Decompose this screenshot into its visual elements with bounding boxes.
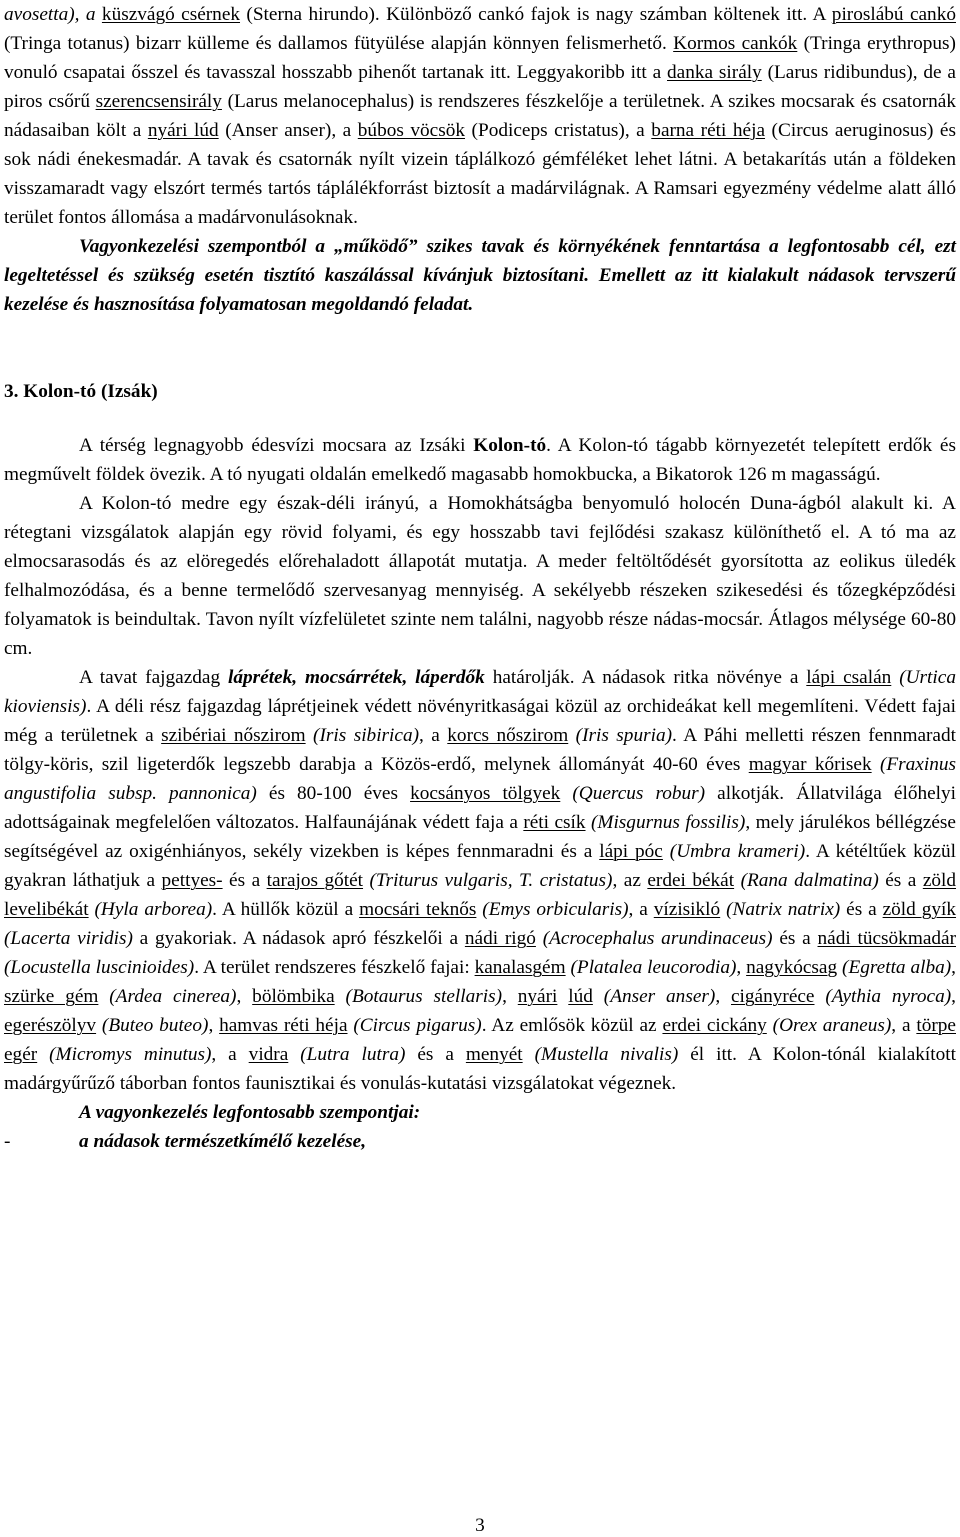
species-link[interactable]: kocsányos tölgyek	[410, 783, 561, 804]
species-link[interactable]: nádi tücsökmadár	[817, 928, 956, 949]
species-link[interactable]: vízisikló	[653, 899, 721, 920]
paragraph-birds: avosetta), a küszvágó csérnek (Sterna hirundo). Különböző cankó fajok is nagy számban költenek itt. A piroslábú cankó (Tringa totanus) bizarr külleme és dallamos fütyülése alapján könnyen felismerhető. Kormos cankók (Tringa erythropus) vonuló csapatai ősszel és tavasszal hosszabb pihenőt tartanak itt. Leggyakoribb itt a danka sirály (Larus ridibundus), de a piros csőrű szerencsensirály (Larus melanocephalus) is rendszeres fészkelője a területnek. A szikes mocsarak és csatornák nádasaiban költ a nyári lúd (Anser anser), a búbos vöcsök (Podiceps cristatus), a barna réti héja (Circus aeruginosus) és sok nádi énekesmadár. A tavak és csatornák nyílt vizein táplálkozó gémféléket lehet látni. A betakarítás után a földeken visszamaradt vagy elszórt termés tartós táplálékforrást biztosít a madárvilágnak. A Ramsari egyezmény védelme alatt álló terület fontos állomása a madárvonulásoknak.	[4, 4, 956, 228]
paragraph-intro: A térség legnagyobb édesvízi mocsara az Izsáki Kolon-tó. A Kolon-tó tágabb környezetét telepített erdők és megművelt földek övezik. A tó nyugati oldalán emelkedő magasabb homokbucka, a Bikatorok 126 m magasságú.	[4, 435, 956, 485]
species-link[interactable]: mocsári teknős	[359, 899, 477, 920]
species-link[interactable]: menyét	[465, 1044, 523, 1065]
spacer	[4, 319, 956, 377]
paragraph-management-goal: Vagyonkezelési szempontból a „működő” szikes tavak és környékének fenntartása a legfontosabb cél, ezt legeltetéssel és szükség esetén tisztító kaszálással kívánjuk biztosítani. Emellett az itt kialakult nádasok tervszerű kezelése és hasznosítása folyamatosan megoldandó feladat.	[4, 236, 956, 315]
species-link[interactable]: erdei békát	[647, 870, 735, 891]
species-link[interactable]: danka sirály	[667, 62, 762, 83]
species-link[interactable]: búbos vöcsök	[357, 120, 466, 141]
list-bullet: -	[4, 1131, 11, 1152]
spacer	[4, 406, 956, 431]
species-link[interactable]: nagykócsag	[746, 957, 838, 978]
species-link[interactable]: kanalasgém	[474, 957, 566, 978]
species-link[interactable]: tarajos gőtét	[266, 870, 364, 891]
species-link[interactable]: Kormos cankók	[673, 33, 798, 54]
species-link[interactable]: szerencsensirály	[95, 91, 222, 112]
species-link[interactable]: nádi rigó	[464, 928, 536, 949]
subheading-priorities: A vagyonkezelés legfontosabb szempontjai:	[79, 1102, 421, 1123]
species-link[interactable]: bölömbika	[252, 986, 335, 1007]
paragraph-flora-fauna: A tavat fajgazdag láprétek, mocsárrétek, láperdők határolják. A nádasok ritka növénye a lápi csalán (Urtica kioviensis). A déli rész fajgazdag láprétjeinek védett növényritkaságai közül az orchideákat kell megemlíteni. Védett fajai még a területnek a szibériai nőszirom (Iris sibirica), a korcs nőszirom (Iris spuria). A Páhi melletti részen fennmaradt tölgy-köris, szil ligeterdők legszebb darabja a Közös-erdő, melynek állományát 40-60 éves magyar kőrisek (Fraxinus angustifolia subsp. pannonica) és 80-100 éves kocsányos tölgyek (Quercus robur) alkotják. Állatvilága élőhelyi adottságainak megfelelően változatos. Halfaunájának védett faja a réti csík (Misgurnus fossilis), mely járulékos béllégzése segítségével az oxigénhiányos, sekély vizekben is képes fennmaradni és a lápi póc (Umbra krameri). A kétéltűek közül gyakran láthatjuk a pettyes- és a tarajos gőtét (Triturus vulgaris, T. cristatus), az erdei békát (Rana dalmatina) és a zöld levelibékát (Hyla arborea). A hüllők közül a mocsári teknős (Emys orbicularis), a vízisikló (Natrix natrix) és a zöld gyík (Lacerta viridis) a gyakoriak. A nádasok apró fészkelői a nádi rigó (Acrocephalus arundinaceus) és a nádi tücsökmadár (Locustella luscinioides). A terület rendszeres fészkelő fajai: kanalasgém (Platalea leucorodia), nagykócsag (Egretta alba), szürke gém (Ardea cinerea), bölömbika (Botaurus stellaris), nyári lúd (Anser anser), cigányréce (Aythia nyroca), egerészölyv (Buteo buteo), hamvas réti héja (Circus pigarus). Az emlősök közül az erdei cickány (Orex araneus), a törpe egér (Micromys minutus), a vidra (Lutra lutra) és a menyét (Mustella nivalis) él itt. A Kolon-tónál kialakított madárgyűrűző táborban fontos faunisztikai és vonulás-kutatási vizsgálatokat végeznek.	[4, 667, 957, 1094]
species-link[interactable]: zöld levelibékát	[4, 870, 957, 920]
species-link[interactable]: nyári	[517, 986, 558, 1007]
page-number: 3	[475, 1515, 485, 1536]
document-page	[4, 0, 956, 1156]
species-link[interactable]: cigányréce	[731, 986, 815, 1007]
species-link[interactable]: küszvágó csérnek	[101, 4, 241, 25]
species-link[interactable]: nyári lúd	[147, 120, 219, 141]
species-link[interactable]: szibériai nőszirom	[161, 725, 306, 746]
list-item	[4, 1127, 956, 1156]
section-heading: 3. Kolon-tó (Izsák)	[4, 381, 158, 402]
species-link[interactable]: lápi csalán	[806, 667, 892, 688]
species-link[interactable]: vidra	[248, 1044, 289, 1065]
species-link[interactable]: törpe egér	[4, 1015, 956, 1065]
species-link[interactable]: magyar kőrisek	[748, 754, 872, 775]
species-link[interactable]: piroslábú cankó	[831, 4, 956, 25]
species-link[interactable]: hamvas réti héja	[219, 1015, 348, 1036]
paragraph-geology: A Kolon-tó medre egy észak-déli irányú, a Homokhátságba benyomuló holocén Duna-ágból alakult ki. A rétegtani vizsgálatok alapján egy rövid folyami, és egy hosszabb tavi fejlődési szakasz különíthető el. A tó ma az elmocsarasodás és az elöregedés előrehaladott állapotát mutatja. A meder feltöltődését gyorsította az eolikus üledék felhalmozódása, és a benne termelődő szervesanyag mennyiség. A sekélyebb részeken szikesedési és tőzegképződési folyamatok is beindultak. Tavon nyílt vízfelületet szinte nem találni, nagyobb része nádas-mocsár. Átlagos mélysége 60-80 cm.	[4, 493, 956, 659]
species-link[interactable]: pettyes-	[161, 870, 223, 891]
species-link[interactable]: lápi póc	[599, 841, 663, 862]
species-link[interactable]: egerészölyv	[4, 1015, 97, 1036]
species-link[interactable]: korcs nőszirom	[447, 725, 569, 746]
species-link[interactable]: szürke gém	[4, 986, 99, 1007]
list-item-text: a nádasok természetkímélő kezelése,	[79, 1131, 367, 1152]
species-link[interactable]: réti csík	[523, 812, 586, 833]
species-link[interactable]: erdei cickány	[662, 1015, 767, 1036]
species-link[interactable]: lúd	[568, 986, 593, 1007]
species-link[interactable]: zöld gyík	[882, 899, 957, 920]
species-link[interactable]: barna réti héja	[651, 120, 766, 141]
